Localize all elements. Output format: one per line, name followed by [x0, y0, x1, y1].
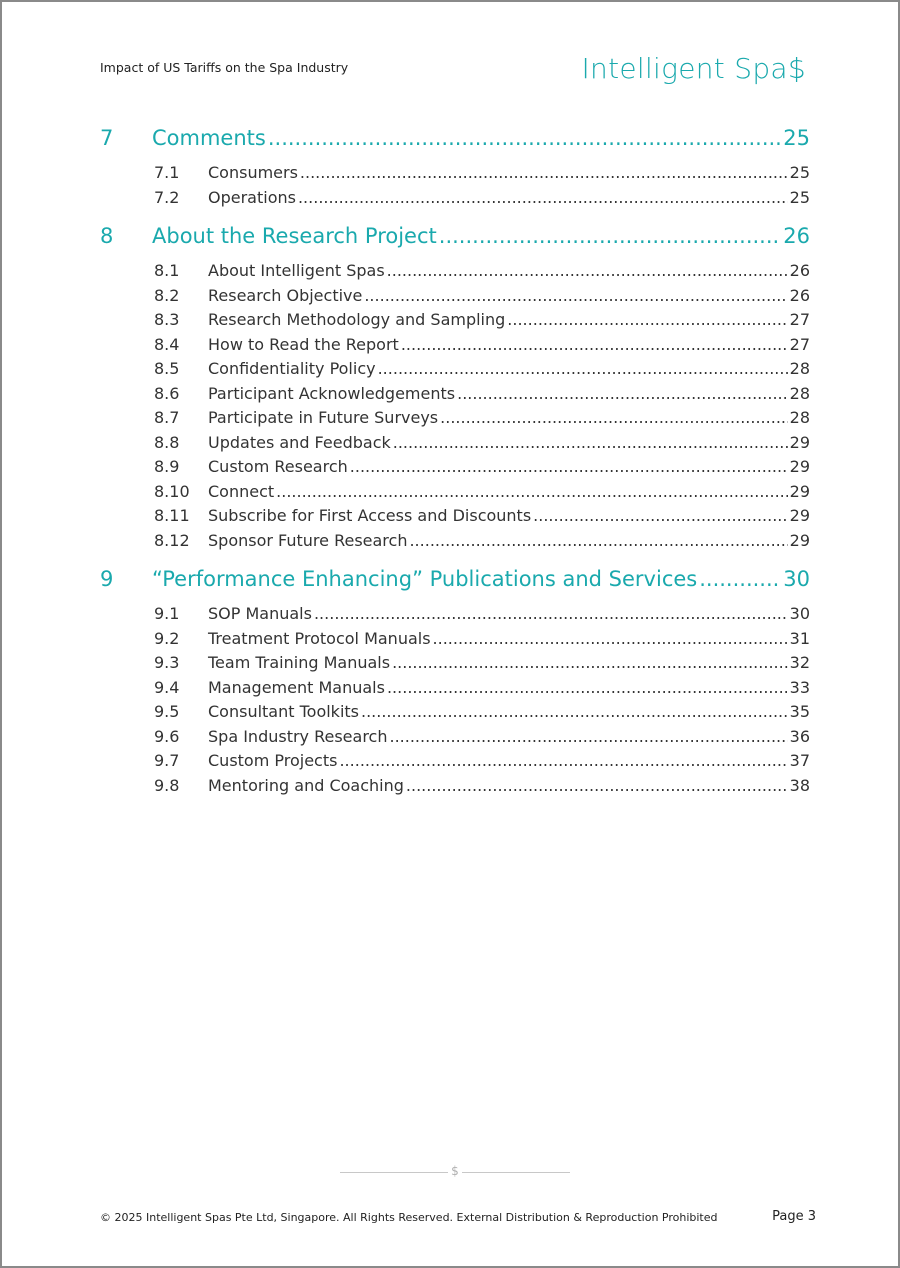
- entry-number: 8.4: [154, 334, 180, 354]
- footer-dollar-icon: $: [448, 1164, 462, 1178]
- dot-leader: [457, 382, 788, 407]
- entry-number: 8.3: [154, 310, 180, 329]
- toc-entry[interactable]: [154, 455, 810, 480]
- entry-number: 8.12: [154, 530, 190, 550]
- document-title: Impact of US Tariffs on the Spa Industry: [100, 60, 349, 75]
- section-number: 7: [100, 126, 114, 150]
- entry-number: 9.4: [154, 677, 180, 697]
- entry-title: Team Training Manuals: [208, 653, 391, 672]
- entry-title: Consumers: [208, 163, 298, 182]
- entry-page: 30: [789, 604, 810, 623]
- entry-title: Subscribe for First Access and Discounts: [208, 506, 532, 525]
- entry-title: Management Manuals: [208, 677, 385, 697]
- entry-number: 7.1: [154, 163, 180, 182]
- toc-entry[interactable]: [154, 774, 810, 799]
- entry-page: 33: [789, 677, 810, 697]
- toc-entry[interactable]: [154, 161, 810, 186]
- entry-title: Mentoring and Coaching: [208, 775, 404, 795]
- toc-entry[interactable]: [154, 627, 810, 652]
- entry-title: Participant Acknowledgements: [208, 383, 456, 403]
- entry-title: Operations: [208, 187, 296, 207]
- entry-page: 36: [789, 726, 810, 746]
- dot-leader: [300, 161, 788, 186]
- dot-leader: [314, 602, 788, 627]
- entry-page: 29: [789, 457, 810, 476]
- dot-leader: [699, 563, 781, 595]
- entry-title: Confidentiality Policy: [208, 359, 376, 378]
- entry-number: 8.8: [154, 432, 180, 452]
- dot-leader: [433, 627, 788, 652]
- entry-page: 32: [789, 653, 810, 672]
- toc-section-8: [100, 220, 810, 563]
- dot-leader: [268, 122, 781, 154]
- entry-title: SOP Manuals: [208, 604, 312, 623]
- toc-section-heading[interactable]: [100, 220, 810, 252]
- toc-entry[interactable]: [154, 259, 810, 284]
- dot-leader: [364, 284, 787, 309]
- dot-leader: [350, 455, 788, 480]
- entry-title: Custom Projects: [208, 751, 338, 770]
- entry-page: 29: [789, 481, 810, 501]
- entry-title: Updates and Feedback: [208, 432, 391, 452]
- entry-title: Consultant Toolkits: [208, 702, 359, 721]
- dot-leader: [440, 406, 788, 431]
- entry-page: 25: [789, 163, 810, 182]
- toc-entry[interactable]: [154, 480, 810, 505]
- dot-leader: [298, 186, 788, 211]
- entry-number: 8.9: [154, 457, 180, 476]
- entry-title: Custom Research: [208, 457, 348, 476]
- entry-number: 8.5: [154, 359, 180, 378]
- entry-number: 8.11: [154, 506, 190, 525]
- toc-entry[interactable]: [154, 382, 810, 407]
- entry-number: 8.10: [154, 481, 190, 501]
- dot-leader: [439, 220, 782, 252]
- dot-leader: [507, 308, 787, 333]
- toc-section-heading[interactable]: [100, 122, 810, 154]
- entry-page: 38: [789, 775, 810, 795]
- dot-leader: [361, 700, 788, 725]
- section-title: About the Research Project: [152, 224, 437, 248]
- entry-number: 9.1: [154, 604, 180, 623]
- entry-page: 28: [789, 359, 810, 378]
- toc-entry[interactable]: [154, 651, 810, 676]
- entry-page: 28: [789, 383, 810, 403]
- entry-number: 9.6: [154, 726, 180, 746]
- entry-number: 8.1: [154, 261, 180, 280]
- table-of-contents: [100, 122, 810, 798]
- toc-entry[interactable]: [154, 749, 810, 774]
- copyright-notice: © 2025 Intelligent Spas Pte Ltd, Singapore. All Rights Reserved. External Distribution & Reproduction Prohibited: [100, 1211, 718, 1224]
- toc-subsection-list: [154, 259, 810, 553]
- entry-title: Research Objective: [208, 285, 363, 305]
- toc-entry[interactable]: [154, 602, 810, 627]
- entry-page: 27: [789, 310, 810, 329]
- toc-subsection-list: [154, 602, 810, 798]
- entry-number: 9.5: [154, 702, 180, 721]
- toc-entry[interactable]: [154, 676, 810, 701]
- dot-leader: [409, 529, 787, 554]
- entry-title: Spa Industry Research: [208, 726, 388, 746]
- toc-section-9: [100, 563, 810, 798]
- dot-leader: [339, 749, 787, 774]
- entry-page: 25: [789, 187, 810, 207]
- dot-leader: [378, 357, 788, 382]
- entry-number: 9.7: [154, 751, 180, 770]
- toc-section-heading[interactable]: [100, 563, 810, 595]
- section-title: Comments: [152, 126, 266, 150]
- toc-entry[interactable]: [154, 504, 810, 529]
- toc-entry[interactable]: [154, 333, 810, 358]
- section-number: 9: [100, 567, 114, 591]
- entry-title: Participate in Future Surveys: [208, 408, 439, 427]
- section-page: 25: [783, 126, 810, 150]
- dot-leader: [390, 725, 788, 750]
- entry-number: 9.2: [154, 628, 180, 648]
- entry-page: 37: [789, 751, 810, 770]
- toc-entry[interactable]: [154, 725, 810, 750]
- entry-number: 8.2: [154, 285, 180, 305]
- entry-number: 8.6: [154, 383, 180, 403]
- section-title: “Performance Enhancing” Publications and Services: [152, 567, 698, 591]
- dot-leader: [401, 333, 788, 358]
- entry-title: Sponsor Future Research: [208, 530, 408, 550]
- entry-page: 29: [789, 530, 810, 550]
- dot-leader: [392, 651, 788, 676]
- entry-title: About Intelligent Spas: [208, 261, 385, 280]
- toc-entry[interactable]: [154, 700, 810, 725]
- toc-section-7: [100, 122, 810, 220]
- toc-entry[interactable]: [154, 186, 810, 211]
- toc-entry[interactable]: [154, 406, 810, 431]
- dot-leader: [387, 259, 788, 284]
- entry-page: 26: [789, 285, 810, 305]
- toc-subsection-list: [154, 161, 810, 210]
- entry-page: 29: [789, 506, 810, 525]
- entry-page: 31: [789, 628, 810, 648]
- entry-page: 27: [789, 334, 810, 354]
- entry-title: Research Methodology and Sampling: [208, 310, 506, 329]
- toc-entry[interactable]: [154, 308, 810, 333]
- dot-leader: [533, 504, 787, 529]
- page-number: Page 3: [772, 1209, 816, 1224]
- entry-number: 8.7: [154, 408, 180, 427]
- dot-leader: [387, 676, 788, 701]
- dot-leader: [406, 774, 788, 799]
- section-number: 8: [100, 224, 114, 248]
- dot-leader: [393, 431, 788, 456]
- toc-entry[interactable]: [154, 529, 810, 554]
- section-page: 30: [783, 567, 810, 591]
- brand-logo: Intelligent Spa$: [581, 52, 806, 85]
- entry-title: How to Read the Report: [208, 334, 399, 354]
- section-page: 26: [783, 224, 810, 248]
- entry-page: 26: [789, 261, 810, 280]
- toc-entry[interactable]: [154, 284, 810, 309]
- entry-page: 28: [789, 408, 810, 427]
- entry-page: 35: [789, 702, 810, 721]
- entry-number: 7.2: [154, 187, 180, 207]
- entry-number: 9.3: [154, 653, 180, 672]
- entry-number: 9.8: [154, 775, 180, 795]
- entry-title: Treatment Protocol Manuals: [208, 628, 431, 648]
- entry-page: 29: [789, 432, 810, 452]
- entry-title: Connect: [208, 481, 275, 501]
- toc-entry[interactable]: [154, 431, 810, 456]
- dot-leader: [276, 480, 787, 505]
- toc-entry[interactable]: [154, 357, 810, 382]
